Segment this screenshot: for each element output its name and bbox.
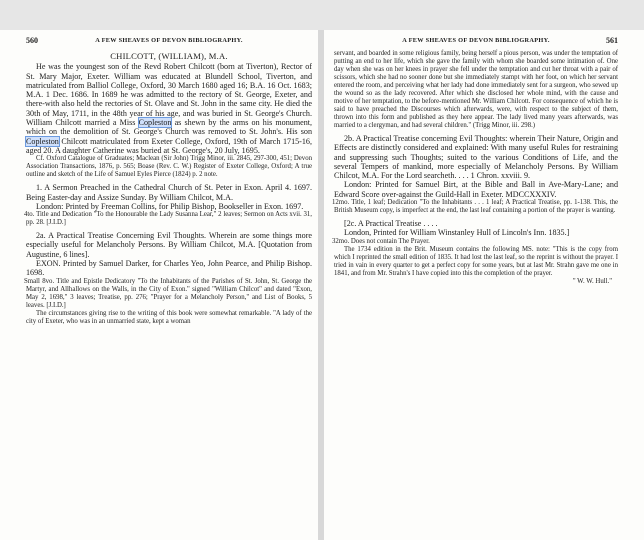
- page-header: [26, 36, 312, 50]
- page-number: 561: [606, 36, 618, 45]
- search-highlight: Copleston: [138, 118, 172, 128]
- right-page: [324, 30, 644, 540]
- imprint: London: Printed by Freeman Collins, for Philip Bishop, Bookseller in Exon. 1697.: [36, 201, 304, 211]
- page-body: [26, 52, 312, 326]
- bib-entry: [2c. A Practical Treatise . . . .: [344, 219, 438, 229]
- collation: 4to. Title and Dedication "To the Honourable the Lady Susanna Lear," 2 leaves; Sermon on Acts xvii. 31, pp. 28. [J.I.D.]: [24, 211, 312, 227]
- collation: 12mo. Title, 1 leaf; Dedication "To the Inhabitants . . . 1 leaf; A Practical Treatise, pp. 1-138. This, the British Museum copy, is imperfect at the end, the last leaf containing a portion of the prayer is wanting.: [332, 199, 618, 215]
- bio-text: Chilcott matriculated from Exeter College, Oxford, 19th of March 1715-16, aged 20. A daughter Catherine was buried at St. George's, 20 July, 1695.: [26, 136, 312, 155]
- note: The 1734 edition in the Brit. Museum contains the following MS. note: "This is the copy from which I reprinted the small edition of 1835. It had lost the last leaf, so the reprint is without the prayer. I tried in vain in every quarter to get a perfect copy for some years, but at last Mr. Strahn gave me one in 1841, and from Mr. Strahn's I have copied into this the completion of the prayer.: [334, 245, 618, 277]
- bib-entry: 1. A Sermon Preached in the Cathedral Church of St. Peter in Exon. April 4. 1697. Being Easter-day and Assize Sunday. By William Chilcot, M.A.: [26, 183, 312, 202]
- bio-text: as shewn by the arms on his monument, which on the demolition of St. George's Church was removed to St. John's. His son: [26, 118, 313, 137]
- collation: Small 8vo. Title and Epistle Dedicatory "To the Inhabitants of the Parishes of St. John, St. George the Martyr, and Allhallows on the Walls, in the City of Exon." signed "William Chilcot" and dated "Exon, May 2, 1698," 3 leaves; Treatise, pp. 276; "Prayer for a Melancholy Person," and List of Books, 5 leaves. [J.I.D.]: [24, 277, 312, 309]
- bib-entry: 2a. A Practical Treatise Concerning Evil Thoughts. Wherein are some things more especially useful for Melancholy Persons. By William Chilcot, M.A. [Quotation from Augustine, 6 lines].: [26, 231, 312, 259]
- imprint: London: Printed for Samuel Birt, at the Bible and Ball in Ave-Mary-Lane; and Edward Score over-against the Guild-Hall in Exeter. MDCCXXXIV.: [334, 180, 618, 199]
- signature: " W. W. Hull.": [572, 277, 612, 285]
- page-header: [334, 36, 618, 50]
- running-title: A FEW SHEAVES OF DEVON BIBLIOGRAPHY.: [95, 37, 243, 44]
- running-title: A FEW SHEAVES OF DEVON BIBLIOGRAPHY.: [402, 37, 550, 44]
- left-page: [0, 30, 318, 540]
- bio-text: He was the youngest son of the Revd Robert Chilcott (born at Tiverton), Rector of St. Mary Major, Exeter. William was educated at Blundell School, Tiverton, and matriculated from Balliol College, Oxford, 30 March 1680 aged 16; B.A. 16 Oct. 1683; M.A. 1 Dec. 1686. In 1689 he was admitted to the rectory of St. George, Exeter, and there-with also held the rectories of St. Olave and St. John in the same city. He died the 30th of May, 1711, in the 48th year of his age, and was buried in St. George's Church. William Chilcott married a Miss: [26, 62, 312, 128]
- page-body: [334, 50, 618, 286]
- page-number: 560: [26, 36, 38, 45]
- entry-heading: CHILCOTT, (WILLIAM), M.A.: [110, 51, 228, 61]
- note: The circumstances giving rise to the writing of this book were somewhat remarkable. "A lady of the city of Exeter, who was in an unmarried state, kept a woman: [26, 309, 312, 325]
- collation: 32mo. Does not contain The Prayer.: [332, 237, 430, 245]
- imprint: EXON. Printed by Samuel Darker, for Charles Yeo, John Pearce, and Philip Bishop. 1698.: [26, 259, 312, 278]
- references: Cf. Oxford Catalogue of Graduates; Maclean (Sir John) Trigg Minor, iii. 2845, 297-300, 451; Devon Association Transactions, 1876, p. 565; Boase (Rev. C. W.) Register of Exeter College, Oxford; A true outline and sketch of the Life of Samuel Eyles Pierce (1824) p. 2 note.: [26, 155, 312, 179]
- search-highlight: Copleston: [26, 136, 59, 146]
- biography-paragraph: [26, 62, 312, 155]
- imprint: London, Printed for William Winstanley Hull of Lincoln's Inn. 1835.]: [344, 228, 570, 238]
- note-continued: servant, and boarded in some religious family, being herself a pious person, was under the temptation of putting an end to her life, which she gave the family with whom she boarded some intimation of. One day when she was on her knees in prayer she fell under the temptation and cut her throat with a pair of scissors, which she had no sooner done but she immediately stampt with her foot, on which her servant entered the room, and perceiving what her lady had done immediately sent for a surgeon, who sewed up the wound so as the lady recovered. After which she disclosed her whole mind, with the cause and motive of her temptation, to the before-mentioned Mr. William Chilcott. For consequence of which he is said to have preached the Discourses which afterwards, were, with respect to the subject of them, thrown into this form and published as they here appear. The lady lived many years afterwards, was married to a clergyman, and had several children." (Trigg Minor, iii. 298.): [334, 50, 618, 129]
- bib-entry: 2b. A Practical Treatise concerning Evil Thoughts: wherein Their Nature, Origin and Effects are distinctly considered and explained: With many useful Rules for restraining and suppressing such Thoughts; suited to the various Conditions of Life, and the several Tempers of mankind, more especially of Melancholy Persons. By William Chilcot, M.A. For the Lord searcheth. . . . 1 Chron. xxviii. 9.: [334, 134, 618, 181]
